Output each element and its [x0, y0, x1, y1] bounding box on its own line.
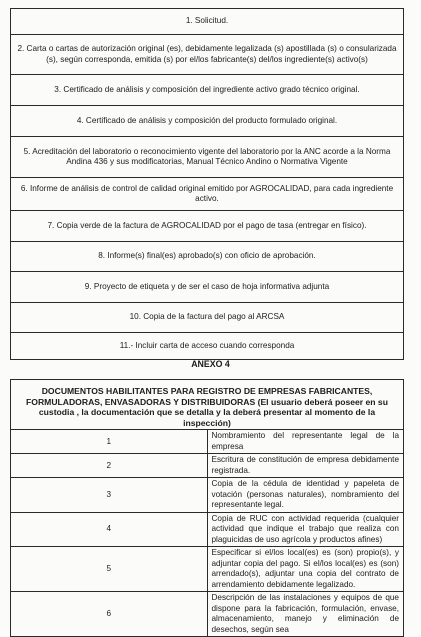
row-text: Copia de la cédula de identidad y papeleta de votación (personas naturales), nombramiento del representante legal.: [207, 478, 404, 513]
requirement-cell: 8. Informe(s) final(es) aprobado(s) con oficio de aprobación.: [11, 242, 404, 272]
row-number: 4: [11, 512, 208, 547]
requirement-cell: 9. Proyecto de etiqueta y de ser el caso de hoja informativa adjunta: [11, 272, 404, 303]
requirement-cell: 3. Certificado de análisis y composición del ingrediente activo grado técnico original.: [11, 75, 404, 106]
requirement-cell: 2. Carta o cartas de autorización original (es), debidamente legalizada (s) apostillada (s) o consularizada (s), según corresponda, emitida (s) por el/los fabricante(s) del/los ingrediente(s) activo(s): [11, 35, 404, 75]
table-row: [11, 512, 404, 547]
requirement-cell: 7. Copia verde de la factura de AGROCALIDAD por el pago de tasa (entregar en físico).: [11, 211, 404, 242]
row-text: Descripción de las instalaciones y equipos de que dispone para la fabricación, formulación, envase, almacenamiento, manejo y eliminación de desechos, según sea: [207, 592, 404, 637]
row-text: Nombramiento del representante legal de la empresa: [207, 430, 404, 454]
requirement-row: [11, 137, 404, 178]
annex-table: [10, 379, 404, 637]
requirement-cell: 5. Acreditación del laboratorio o reconocimiento vigente del laboratorio por la ANC acorde a la Norma Andina 436 y sus modificatorias, Manual Técnico Andino o Normativa Vigente: [11, 137, 404, 178]
requirement-row: [11, 106, 404, 137]
row-number: 1: [11, 430, 208, 454]
requirement-row: [11, 333, 404, 360]
row-number: 5: [11, 547, 208, 592]
row-number: 3: [11, 478, 208, 513]
table-row: [11, 547, 404, 592]
requirement-cell: 6. Informe de análisis de control de calidad original emitido por AGROCALIDAD, para cada ingrediente activo.: [11, 178, 404, 211]
row-text: Copia de RUC con actividad requerida (cualquier actividad que indique el trabajo que realiza con plaguicidas de uso agrícola y productos afines): [207, 512, 404, 547]
requirement-cell: 1. Solicitud.: [11, 9, 404, 35]
table-row: [11, 430, 404, 454]
requirement-row: [11, 211, 404, 242]
requirement-cell: 11.- Incluir carta de acceso cuando corresponda: [11, 333, 404, 360]
annex-header-row: [11, 380, 404, 430]
requirement-row: [11, 178, 404, 211]
table-row: [11, 454, 404, 478]
requirement-cell: 4. Certificado de análisis y composición del producto formulado original.: [11, 106, 404, 137]
requirement-row: [11, 9, 404, 35]
table-row: [11, 478, 404, 513]
requirement-row: [11, 75, 404, 106]
requirement-cell: 10. Copia de la factura del pago al ARCSA: [11, 303, 404, 333]
requirement-row: [11, 35, 404, 75]
annex-title: ANEXO 4: [191, 359, 230, 369]
row-text: Especificar si el/los local(es) es (son) propio(s), y adjuntar copia del pago. Si el/los local(es) es (son) arrendado(s), adjuntar una copia del contrato de arrendamiento debidamente legalizado.: [207, 547, 404, 592]
row-text: Escritura de constitución de empresa debidamente registrada.: [207, 454, 404, 478]
requirement-row: [11, 242, 404, 272]
annex-header: DOCUMENTOS HABILITANTES PARA REGISTRO DE EMPRESAS FABRICANTES, FORMULADORAS, ENVASADORAS Y DISTRIBUIDORAS (El usuario deberá poseer en su custodia , la documentación que se detalla y la deberá presentar al momento de la inspección): [11, 380, 404, 430]
row-number: 6: [11, 592, 208, 637]
requirement-row: [11, 303, 404, 333]
requirement-row: [11, 272, 404, 303]
table-row: [11, 592, 404, 637]
requirements-table: [10, 8, 404, 360]
row-number: 2: [11, 454, 208, 478]
